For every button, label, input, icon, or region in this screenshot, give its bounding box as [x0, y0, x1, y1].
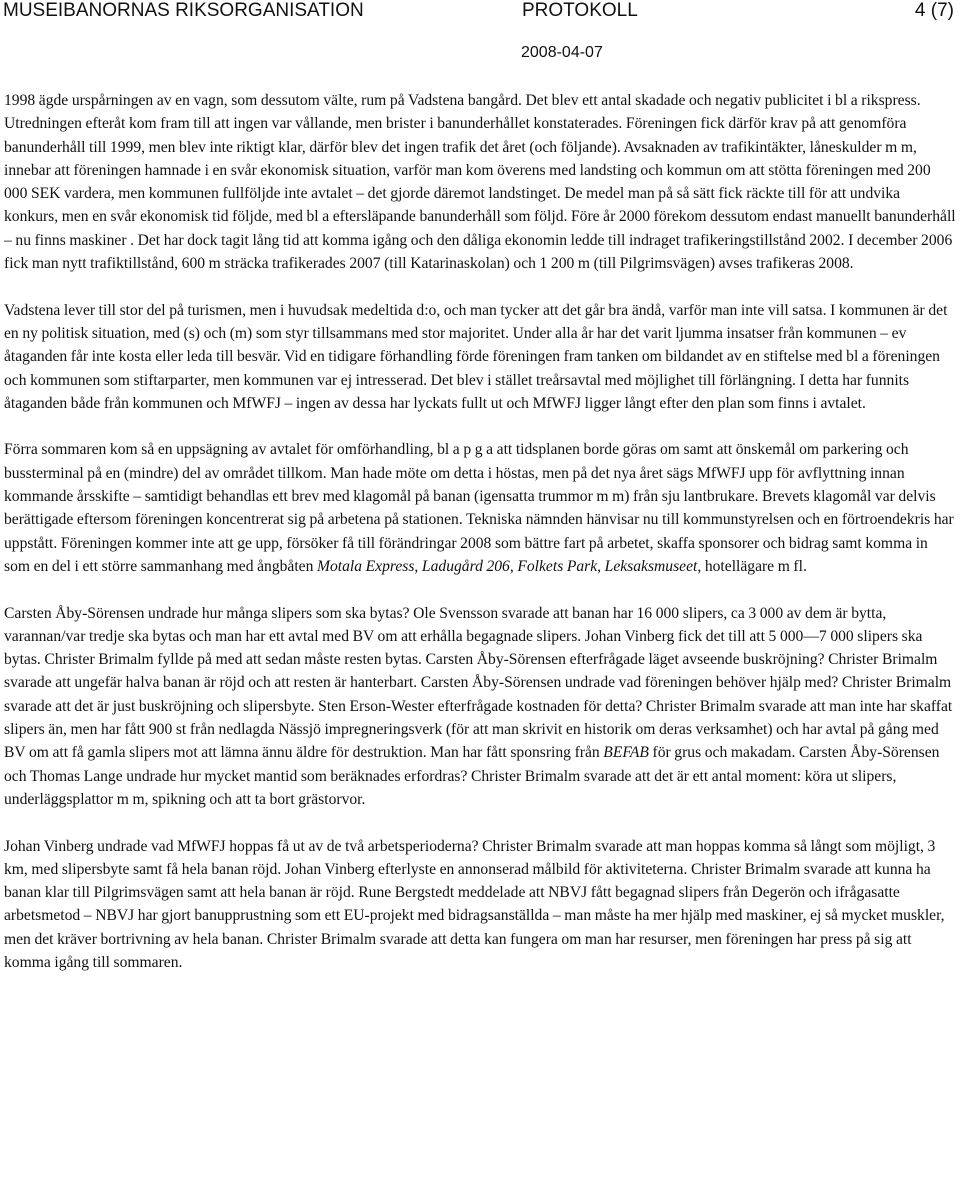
text-run: 1998 ägde urspårningen av en vagn, som dessutom välte, rum på Vadstena bangård. Det blev ett antal skadade och negativ publicitet i bl a rikspress. Utredningen efteråt kom fram till att ingen var vållande, men brister i banunderhållet konstaterades. Föreningen fick därför krav på att genomföra banunderhåll till 1999, men blev inte riktigt klar, därför blev det ingen trafik det året (och följande). Avsaknaden av trafikintäkter, låneskulder m m, innebar att föreningen hamnade i en svår ekonomisk situation, varför man kom överens med landsting och kommun om att stötta föreningen med 200 000 SEK vardera, men kommunen fullföljde inte avtalet – det gjorde däremot landstinget. De medel man på så sätt fick räckte till för att undvika konkurs, men en svår ekonomisk tid följde, med bl a eftersläpande banunderhåll som följd. Före år 2000 förekom dessutom endast manuellt banunderhåll – nu finns maskiner . Det har dock tagit lång tid att komma igång och den dåliga ekonomin ledde till indraget trafikeringstillstånd 2002. I december 2006 fick man nytt trafiktillstånd, 600 m sträcka trafikerades 2007 (till Katarinaskolan) och 1 200 m (till Pilgrimsvägen) avses trafikeras 2008.	[4, 92, 956, 273]
paragraph-2	[4, 299, 956, 415]
italic-text-run: Leksaksmuseet	[604, 557, 698, 575]
text-run: ,	[597, 557, 605, 575]
text-run: ,	[414, 557, 422, 575]
paragraph-1	[4, 89, 956, 275]
paragraph-4	[4, 602, 956, 812]
text-run: Johan Vinberg undrade vad MfWFJ hoppas få ut av de två arbetsperioderna? Christer Brimalm svarade att man hoppas komma så långt som möjligt, 3 km, med slipersbyte samt få hela banan röjd. Johan Vinberg efterlyste en annonserad målbild för aktiviteterna. Christer Brimalm svarade att kunna ha banan klar till Pilgrimsvägen samt att hela banan är röjd. Rune Bergstedt meddelade att NBVJ fått begagnad slipers från Degerön och ifrågasatte arbetsmetod – NBVJ har gjort banupprustning som ett EU-projekt med bidragsanställda – man måste ha mer hjälp med maskiner, ej så mycket muskler, men det kräver bortrivning av hela banan. Christer Brimalm svarade att detta kan fungera om man har resurser, men föreningen har press på sig att komma igång till sommaren.	[4, 837, 945, 971]
organization-name: MUSEIBANORNAS RIKSORGANISATION	[3, 0, 364, 21]
italic-text-run: Ladugård 206	[421, 557, 510, 575]
text-run: , hotellägare m fl.	[697, 557, 807, 575]
text-run: för grus och makadam. Carsten Åby-Sörensen och Thomas Lange undrade hur mycket mantid som beräknades erfordras? Christer Brimalm svarade att det är ett antal moment: köra ut slipers, underläggsplattor m m, spikning och att ta bort grästorvor.	[4, 744, 940, 808]
document-body	[4, 89, 956, 974]
paragraph-5	[4, 835, 956, 975]
page-number: 4 (7)	[914, 0, 954, 21]
text-run: Carsten Åby-Sörensen undrade hur många slipers som ska bytas? Ole Svensson svarade att banan har 16 000 slipers, ca 3 000 av dem är bytta, varannan/var tredje ska bytas och man har ett avtal med BV om att erhålla begagnade slipers. Johan Vinberg fick det till att 5 000—7 000 slipers ska bytas. Christer Brimalm fyllde på med att sedan måste resten bytas. Carsten Åby-Sörensen efterfrågade läget avseende buskröjning? Christer Brimalm svarade att ungefär halva banan är röjd och att resten är hanterbart. Carsten Åby-Sörensen undrade vad föreningen behöver hjälp med? Christer Brimalm svarade att det är just buskröjning och slipersbyte. Sten Erson-Wester efterfrågade kostnaden för detta? Christer Brimalm svarade att man inte har skaffat slipers än, men har fått 900 st från nedlagda Nässjö impregneringsverk (för att man skrivit en historik om deras verksamhet) och har avtal på gång med BV om att få gamla slipers mot att lämna ännu äldre för destruktion. Man har fått sponsring från	[4, 604, 953, 762]
text-run: ,	[509, 557, 518, 575]
document-date: 2008-04-07	[521, 44, 603, 61]
italic-text-run: Folkets Park	[517, 557, 598, 575]
document-type: PROTOKOLL	[522, 0, 638, 21]
page-header	[0, 0, 960, 26]
italic-text-run: BEFAB	[603, 744, 649, 762]
italic-text-run: Motala Express	[316, 557, 415, 575]
paragraph-3	[4, 438, 956, 578]
text-run: Vadstena lever till stor del på turismen, men i huvudsak medeltida d:o, och man tycker att det går bra ändå, varför man inte vill satsa. I kommunen är det en ny politisk situation, med (s) och (m) som styr tillsammans med stor majoritet. Under alla år har det varit ljumma insatser från kommunen – ev åtaganden får inte kosta eller leda till besvär. Vid en tidigare förhandling förde föreningen fram tanken om bildandet av en stiftelse med bl a föreningen och kommunen som stiftarparter, men kommunen var ej intresserad. Det blev i stället treårsavtal med möjlighet till förlängning. I detta har funnits åtaganden både från kommunen och MfWFJ – ingen av dessa har lyckats fullt ut och MfWFJ ligger långt efter den plan som finns i avtalet.	[4, 301, 948, 412]
text-run: Förra sommaren kom så en uppsägning av avtalet för omförhandling, bl a p g a att tidsplanen borde göras om samt att önskemål om parkering och bussterminal på en (mindre) del av området tillkom. Man hade möte om detta i höstas, men på det nya året sägs MfWFJ upp för avflyttning innan kommande årsskifte – samtidigt behandlas ett brev med klagomål på banan (igensatta trummor m m) från sju lantbrukare. Brevets klagomål var delvis berättigade eftersom föreningen koncentrerat sig på arbetena på stationen. Tekniska nämnden hänvisar nu till kommunstyrelsen och en förtroendekris har uppstått. Föreningen kommer inte att ge upp, försöker få till förändringar 2008 som bättre fart på arbetet, skaffa sponsorer och bidrag samt komma in som en del i ett större sammanhang med ångbåten	[4, 441, 954, 575]
